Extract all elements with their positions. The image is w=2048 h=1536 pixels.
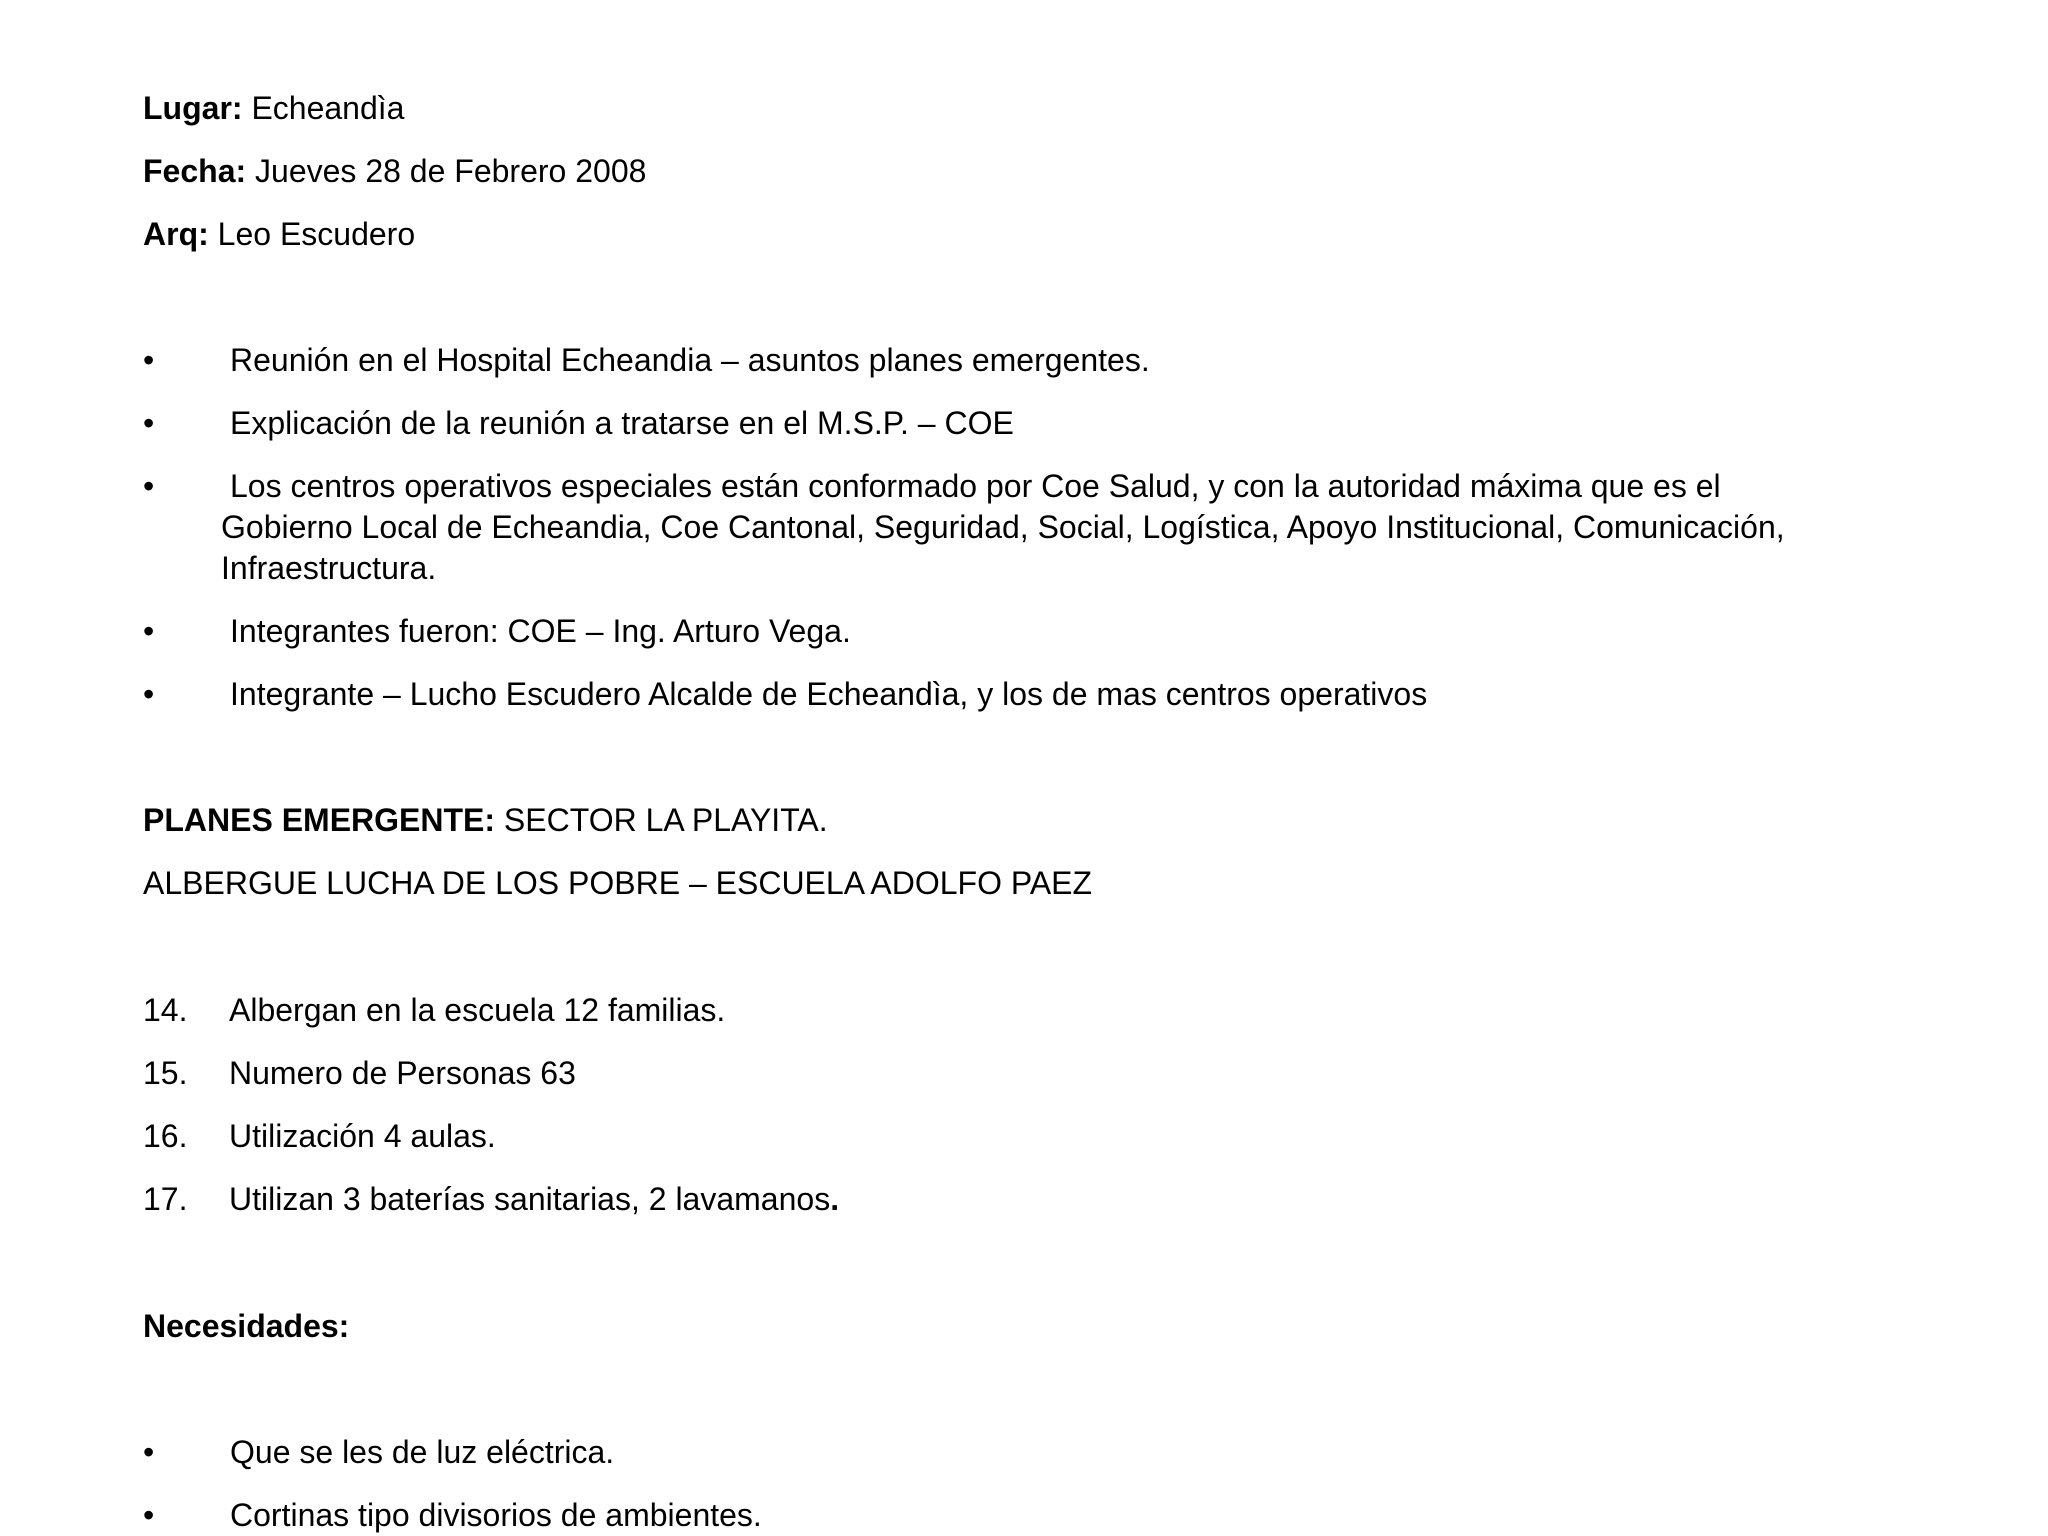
planes-label: PLANES EMERGENTE:: [143, 802, 496, 838]
item-number: 17.: [143, 1181, 188, 1217]
item-number: 15.: [143, 1055, 188, 1091]
arq-line: [143, 214, 415, 254]
fecha-line: [143, 151, 646, 191]
bullet-icon: •: [143, 1434, 155, 1470]
numbered-item-text: [229, 1179, 839, 1219]
lugar-label: Lugar:: [143, 90, 243, 126]
list-item: [143, 466, 1923, 591]
list-item-text-line1: Los centros operativos especiales están conformado por Coe Salud, y con la autoridad máxima que es el: [230, 468, 1721, 504]
bullet-icon: •: [143, 613, 155, 649]
list-item-text: Explicación de la reunión a tratarse en el M.S.P. – COE: [230, 405, 1014, 441]
numbered-item-text-period: .: [830, 1181, 840, 1217]
numbered-item-text: Albergan en la escuela 12 familias.: [229, 992, 726, 1028]
bullet-icon: •: [143, 676, 155, 712]
numbered-item-text: Utilización 4 aulas.: [229, 1118, 496, 1154]
arq-value: Leo Escudero: [208, 216, 416, 252]
lugar-line: [143, 88, 404, 128]
arq-label: Arq:: [143, 216, 209, 252]
list-item-text: Cortinas tipo divisorios de ambientes.: [230, 1497, 762, 1533]
bullet-icon: •: [143, 1497, 155, 1533]
bullet-icon: •: [143, 342, 155, 378]
list-item-text-line2: Gobierno Local de Echeandia, Coe Cantonal, Seguridad, Social, Logística, Apoyo Institucional, Comunicación,: [221, 509, 1785, 545]
item-number: 14.: [143, 992, 188, 1028]
list-item-text: Que se les de luz eléctrica.: [230, 1434, 615, 1470]
planes-line: [143, 800, 828, 840]
albergue-line: ALBERGUE LUCHA DE LOS POBRE – ESCUELA ADOLFO PAEZ: [143, 865, 1093, 901]
list-item-text: Integrante – Lucho Escudero Alcalde de Echeandìa, y los de mas centros operativos: [230, 676, 1428, 712]
bullet-icon: •: [143, 468, 155, 504]
list-item-text: Reunión en el Hospital Echeandia – asuntos planes emergentes.: [230, 342, 1150, 378]
numbered-item-text: Numero de Personas 63: [229, 1055, 576, 1091]
numbered-item-text-main: Utilizan 3 baterías sanitarias, 2 lavamanos: [229, 1181, 831, 1217]
fecha-label: Fecha:: [143, 153, 247, 189]
list-item-text: Integrantes fueron: COE – Ing. Arturo Vega.: [230, 613, 851, 649]
bullet-icon: •: [143, 405, 155, 441]
item-number: 16.: [143, 1118, 188, 1154]
planes-value: SECTOR LA PLAYITA.: [495, 802, 828, 838]
lugar-value: Echeandìa: [242, 90, 405, 126]
list-item-text-line3: Infraestructura.: [221, 550, 437, 586]
fecha-value: Jueves 28 de Febrero 2008: [246, 153, 647, 189]
necesidades-heading: Necesidades:: [143, 1308, 350, 1344]
